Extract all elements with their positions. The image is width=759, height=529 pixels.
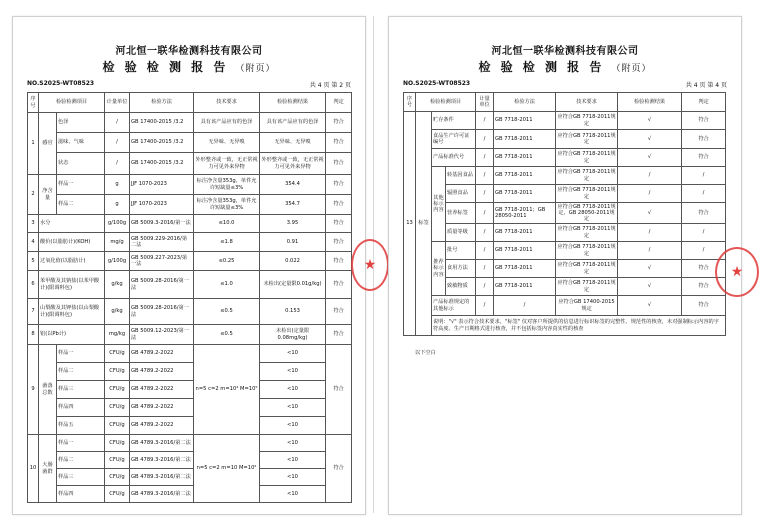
company-name: 河北恒一联华检测科技有限公司 [491, 46, 639, 57]
table-row: 样品三 CFU/g GB 4789.2-2022 <10 [28, 381, 352, 399]
table-row: 8 铝(以Pb计) mg/kg GB 5009.12-2023/第一法 ≤0.5 未检出(定量限0.08mg/kg) 符合 [28, 325, 352, 345]
table-row: 6 苯甲酸及其钠盐(以苯甲酸计)(限调料包) g/kg GB 5009.28-2016/第一法 ≤1.0 未检出(定量限0.01g/kg) 符合 [28, 271, 352, 299]
table-row: 10 大肠菌群 样品一 CFU/g GB 4789.3-2016/第二法 n=5 c=2 m=10 M=10² <10 符合 [28, 435, 352, 452]
table-row: 样品五 CFU/g GB 4789.2-2022 <10 [28, 417, 352, 435]
table-row: 质量等级 / GB 7718-2011 应符合GB 7718-2011规定 / / [404, 224, 726, 242]
notes-row [404, 316, 726, 336]
inspection-seal [715, 247, 759, 297]
header-cell: 序号 [28, 93, 39, 113]
table-row: 2 净含量 样品一 g JJF 1070-2023 标注净含量353g，单件允许短缺量≤3% 354.4 符合 [28, 175, 352, 195]
header-cell: 检验检测结果 [260, 93, 326, 113]
report-number: NO.S2025-WT08523 [403, 80, 471, 87]
inspection-table [27, 92, 352, 503]
notes-text: 说明："√" 表示符合技术要求，"标签" 仅对客户所提供的信息进行标识标签的完整性、规范性的核查，未对强制标示内容的字符高度、生产日期格式进行核查，并不包括标签内容真实性的核查 [432, 316, 726, 336]
table-header: 序号 检验检测项目 计量单位 检验方法 技术要求 检验检测结果 判定 [404, 93, 726, 112]
table-row: 样品二 CFU/g GB 4789.2-2022 <10 [28, 363, 352, 381]
table-row: 9 菌落总数 样品一 CFU/g GB 4789.2-2022 n=5 c=2 m=10⁴ M=10⁵ <10 符合 [28, 345, 352, 363]
page-info: 共 4 页 第 4 页 [685, 82, 727, 89]
page-info: 共 4 页 第 2 页 [309, 82, 351, 89]
header-cell: 判定 [326, 93, 352, 113]
label-table [403, 92, 726, 336]
table-row: 产品标准规定的其他标示 / / 应符合GB 17400-2015规定 √ 符合 [404, 296, 726, 316]
table-row: 食用方法 / GB 7718-2011 应符合GB 7718-2011规定 √ 符合 [404, 260, 726, 278]
table-row: 13 标签 贮存条件 / GB 7718-2011 应符合GB 7718-2011规定 √ 符合 [404, 112, 726, 130]
inspection-seal [351, 239, 389, 291]
header-cell: 计量单位 [105, 93, 130, 113]
table-row: 状态 / GB 17400-2015 /3.2 外形整齐或一致，无正常视力可见外来异物 外形整齐或一致，无正常视力可见外来异物 符合 [28, 153, 352, 175]
table-row: 营养标签 / GB 7718-2011；GB 28050-2011 应符合GB 7718-2011规定，GB 28050-2011规定 √ 符合 [404, 203, 726, 224]
report-page-2 [12, 16, 377, 515]
table-row: 产品标准代号 / GB 7718-2011 应符合GB 7718-2011规定 √ 符合 [404, 149, 726, 167]
table-row: 3 水分 g/100g GB 5009.3-2016/第一法 ≤10.0 3.95 符合 [28, 215, 352, 233]
table-row: 样品三 CFU/g GB 4789.3-2016/第二法 <10 [28, 469, 352, 486]
table-row: 食品生产许可证编号 / GB 7718-2011 应符合GB 7718-2011规定 √ 符合 [404, 130, 726, 149]
table-row: 5 过氧化值(以脂肪计) g/100g GB 5009.227-2023/第一法 ≤0.25 0.022 符合 [28, 252, 352, 271]
table-row: 滋味、气味 / GB 17400-2015 /3.2 无异味、无异嗅 无异味、无异嗅 符合 [28, 133, 352, 153]
report-title: 检 验 检 测 报 告 （附页） [478, 60, 652, 74]
table-row: 样品二 CFU/g GB 4789.3-2016/第二法 <10 [28, 452, 352, 469]
table-row: 推荐标示内容 批号 / GB 7718-2011 应符合GB 7718-2011规定 / / [404, 242, 726, 260]
table-row: 样品四 CFU/g GB 4789.2-2022 <10 [28, 399, 352, 417]
table-row: 7 山梨酸及其钾盐(以山梨酸计)(限调料包) g/kg GB 5009.28-2016/第一法 ≤0.5 0.153 符合 [28, 299, 352, 325]
table-row: 致敏物质 / GB 7718-2011 应符合GB 7718-2011规定 √ 符合 [404, 278, 726, 296]
header-cell: 技术要求 [194, 93, 260, 113]
end-marker: 以下空白 [415, 350, 436, 356]
table-row: 4 酸价(以脂肪计)(KOH) mg/g GB 5009.229-2016/第二法 ≤1.8 0.91 符合 [28, 233, 352, 252]
header-cell: 检验检测项目 [39, 93, 105, 113]
table-row: 辐照食品 / GB 7718-2011 应符合GB 7718-2011规定 / / [404, 185, 726, 203]
table-row: 样品二 g JJF 1070-2023 标注净含量353g，单件允许短缺量≤3% 354.7 符合 [28, 195, 352, 215]
seal-star-icon: ★ [363, 257, 377, 273]
table-row: 其他标示内容 转基因食品 / GB 7718-2011 应符合GB 7718-2011规定 / / [404, 167, 726, 185]
table-row: 1 感官 色泽 / GB 17400-2015 /3.2 具有该产品应有的色泽 具有该产品应有的色泽 符合 [28, 113, 352, 133]
report-title: 检 验 检 测 报 告 （附页） [102, 60, 276, 74]
header-cell: 检验方法 [130, 93, 194, 113]
table-row: 样品四 CFU/g GB 4789.3-2016/第二法 <10 [28, 486, 352, 503]
report-meta [403, 80, 727, 90]
report-meta [27, 80, 351, 90]
seal-star-icon: ★ [730, 264, 744, 280]
company-name: 河北恒一联华检测科技有限公司 [115, 46, 263, 57]
report-number: NO.S2025-WT08523 [27, 80, 95, 87]
report-page-4 [388, 16, 742, 515]
table-header [28, 93, 352, 113]
